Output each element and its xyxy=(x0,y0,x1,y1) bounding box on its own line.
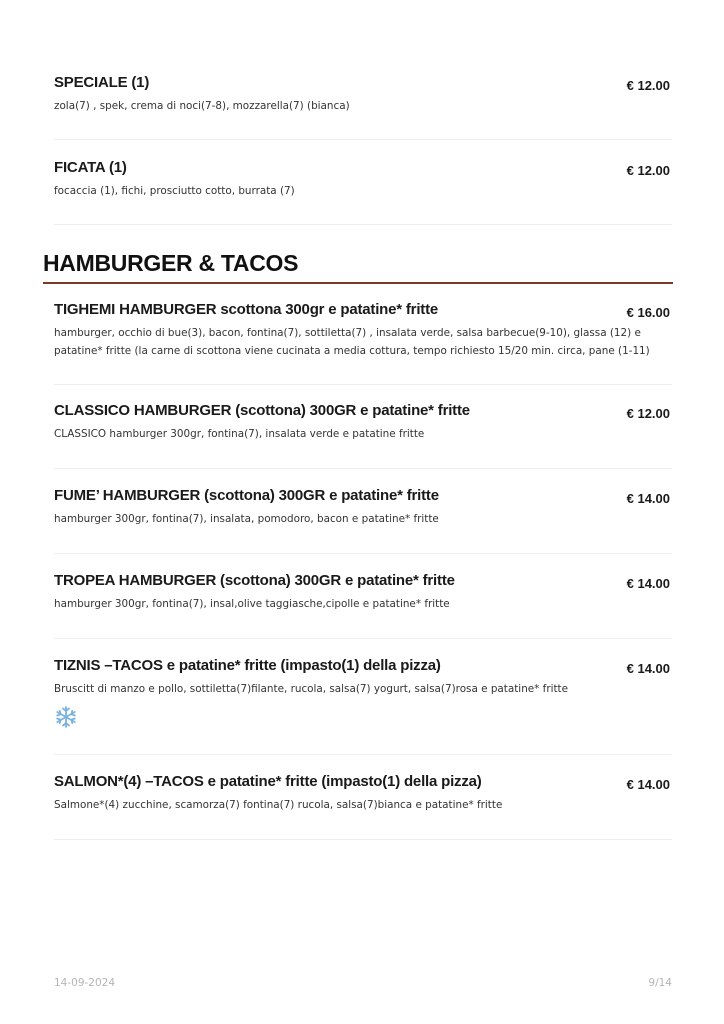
menu-item-name: TIGHEMI HAMBURGER scottona 300gr e patatine* fritte xyxy=(54,301,439,318)
menu-item-classico xyxy=(54,402,672,469)
menu-item-description: hamburger 300gr, fontina(7), insal,olive taggiasche,cipolle e patatine* fritte xyxy=(54,598,450,610)
menu-item-name: FICATA (1) xyxy=(54,159,127,176)
menu-item-price: € 14.00 xyxy=(626,576,670,591)
menu-item-price: € 12.00 xyxy=(626,406,670,421)
menu-item-description: Salmone*(4) zucchine, scamorza(7) fontina(7) rucola, salsa(7)bianca e patatine* fritte xyxy=(54,799,503,811)
menu-item-salmon xyxy=(54,773,672,840)
menu-item-tropea xyxy=(54,572,672,639)
menu-item-tighemi xyxy=(54,301,672,385)
menu-item-name: TROPEA HAMBURGER (scottona) 300GR e patatine* fritte xyxy=(54,572,455,589)
menu-item-description: hamburger, occhio di bue(3), bacon, fontina(7), sottiletta(7) , insalata verde, salsa barbecue(9-10), glassa (12) e patatine* fritte (la carne di scottona viene cucinata a media cottura, tempo richiesto 15/20 min. circa, pane (1-11) xyxy=(54,327,650,357)
menu-item-price: € 14.00 xyxy=(626,661,670,676)
menu-item-name: TIZNIS –TACOS e patatine* fritte (impasto(1) della pizza) xyxy=(54,657,441,674)
menu-item-ficata xyxy=(54,159,672,225)
menu-item-description: zola(7) , spek, crema di noci(7-8), mozzarella(7) (bianca) xyxy=(54,100,350,112)
menu-item-price: € 14.00 xyxy=(626,777,670,792)
menu-item-description: Bruscitt di manzo e pollo, sottiletta(7)filante, rucola, salsa(7) yogurt, salsa(7)rosa e patatine* fritte xyxy=(54,683,569,695)
menu-item-description: focaccia (1), fichi, prosciutto cotto, burrata (7) xyxy=(54,185,295,197)
menu-item-price: € 12.00 xyxy=(626,78,670,93)
menu-item-name: SPECIALE (1) xyxy=(54,74,150,91)
menu-item-name: SALMON*(4) –TACOS e patatine* fritte (impasto(1) della pizza) xyxy=(54,773,482,790)
menu-item-speciale xyxy=(54,74,672,140)
footer-date: 14-09-2024 xyxy=(54,977,116,989)
menu-item-description: hamburger 300gr, fontina(7), insalata, pomodoro, bacon e patatine* fritte xyxy=(54,513,439,525)
menu-item-price: € 12.00 xyxy=(626,163,670,178)
menu-item-tiznis xyxy=(54,657,672,755)
menu-item-description: CLASSICO hamburger 300gr, fontina(7), insalata verde e patatine fritte xyxy=(54,428,425,440)
menu-item-fume xyxy=(54,487,672,554)
menu-item-name: FUME’ HAMBURGER (scottona) 300GR e patatine* fritte xyxy=(54,487,439,504)
menu-item-name: CLASSICO HAMBURGER (scottona) 300GR e patatine* fritte xyxy=(54,402,470,419)
snowflake-icon xyxy=(54,705,78,729)
section-title-hamburger-tacos: HAMBURGER & TACOS xyxy=(43,248,673,284)
menu-item-price: € 14.00 xyxy=(626,491,670,506)
footer-page-number: 9/14 xyxy=(648,977,672,989)
menu-item-price: € 16.00 xyxy=(626,305,670,320)
